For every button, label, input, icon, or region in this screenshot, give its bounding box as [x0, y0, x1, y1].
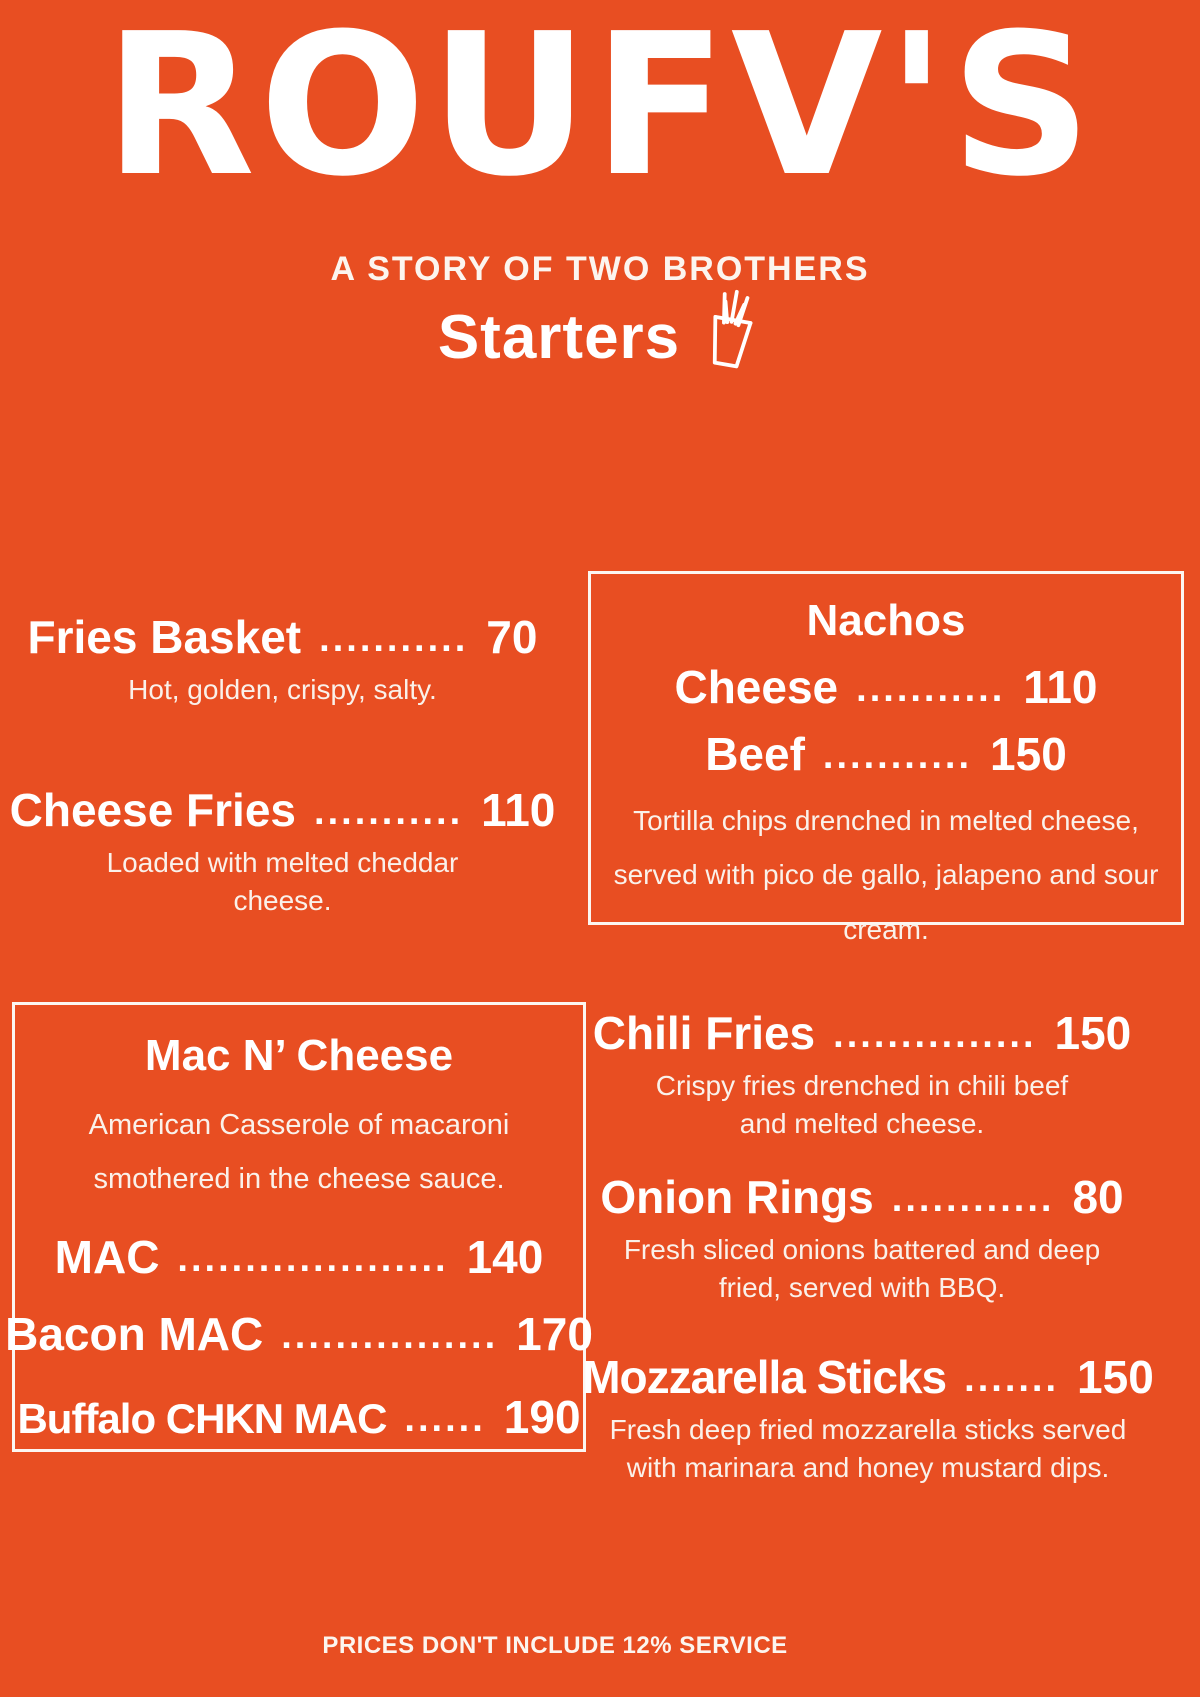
variant-row [5, 1308, 593, 1361]
menu-item-fries-basket [25, 612, 540, 709]
variant-price: 170 [516, 1308, 593, 1361]
item-heading-row [592, 1007, 1132, 1059]
item-description: Hot, golden, crispy, salty. [128, 673, 437, 705]
variant-row [591, 662, 1181, 713]
item-description: Crispy fries drenched in chili beef and melted cheese. [655, 1069, 1069, 1139]
menu-group-nachos [588, 571, 1184, 945]
group-description: American Casserole of macaroni smothered in the cheese sauce. [88, 1109, 510, 1195]
menu-item-cheese-fries [9, 784, 556, 919]
item-name: Cheese Fries [9, 784, 297, 836]
item-price: 70 [486, 611, 538, 663]
section-header [0, 300, 1200, 375]
variant-name: MAC [54, 1231, 160, 1284]
variant-price: 190 [503, 1390, 581, 1443]
dot-leader: ........... [856, 668, 1006, 710]
item-name: Chili Fries [592, 1007, 816, 1059]
item-description: Fresh deep fried mozzarella sticks served with marinara and honey mustard dips. [609, 1413, 1127, 1483]
service-charge-note: PRICES DON'T INCLUDE 12% SERVICE [322, 1632, 788, 1659]
menu-item-onion-rings [598, 1172, 1126, 1306]
item-name: Onion Rings [600, 1171, 874, 1223]
variant-price: 140 [466, 1231, 544, 1284]
menu-item-mozzarella-sticks [582, 1351, 1154, 1486]
item-price: 150 [1054, 1007, 1132, 1059]
item-heading-row [582, 1351, 1154, 1403]
dot-leader: ................ [281, 1315, 499, 1358]
dot-leader: ....... [964, 1358, 1060, 1400]
item-price: 150 [1077, 1351, 1154, 1403]
restaurant-logo: ROUFV'S [104, 0, 1096, 220]
variant-row [15, 1232, 583, 1283]
variant-name: Beef [705, 727, 805, 780]
fries-icon [691, 281, 769, 380]
group-title: Mac N’ Cheese [144, 1031, 454, 1080]
variant-name: Bacon MAC [5, 1308, 264, 1361]
item-name: Fries Basket [27, 611, 302, 663]
variant-price: 150 [990, 727, 1067, 780]
dot-leader: ........... [314, 791, 464, 833]
item-description: Loaded with melted cheddar cheese. [106, 846, 459, 916]
item-heading-row [25, 612, 540, 663]
menu-group-mac-n-cheese [5, 1002, 593, 1452]
variant-row [15, 1392, 583, 1443]
dot-leader: ............... [833, 1014, 1037, 1056]
dot-leader: ........... [822, 734, 973, 777]
item-description: Fresh sliced onions battered and deep fried, served with BBQ. [623, 1233, 1101, 1303]
variant-price: 110 [1023, 661, 1098, 713]
item-name: Mozzarella Sticks [582, 1351, 947, 1403]
dot-leader: ........... [319, 618, 469, 660]
dot-leader: .................... [177, 1238, 449, 1281]
tagline: A STORY OF TWO BROTHERS [330, 250, 870, 288]
menu-item-chili-fries [592, 1007, 1132, 1142]
dot-leader: ............ [891, 1178, 1055, 1220]
section-title: Starters [437, 303, 681, 372]
variant-name: Cheese [674, 661, 839, 713]
item-price: 110 [481, 784, 556, 836]
item-price: 80 [1072, 1171, 1124, 1223]
group-description: Tortilla chips drenched in melted cheese, served with pico de gallo, jalapeno and sour cream. [613, 804, 1159, 945]
dot-leader: ...... [404, 1397, 486, 1440]
group-title: Nachos [806, 596, 966, 645]
variant-name: Buffalo CHKN MAC [17, 1394, 387, 1442]
item-heading-row [9, 784, 556, 836]
variant-row [591, 729, 1181, 780]
item-heading-row [598, 1172, 1126, 1223]
